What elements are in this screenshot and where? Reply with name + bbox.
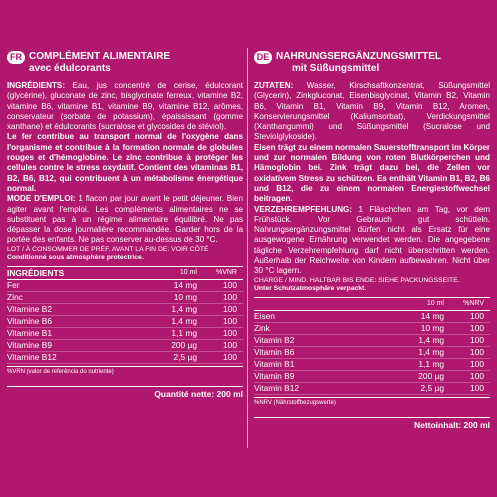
nutrition-table-fr xyxy=(7,266,243,399)
table-row: Vitamin B9 200 µg 100 xyxy=(254,371,490,383)
table-row: Vitamine B9 200 µg 100 xyxy=(7,340,243,352)
table-row: Vitamin B2 1,4 mg 100 xyxy=(254,335,490,347)
table-row: Vitamin B6 1,4 mg 100 xyxy=(254,347,490,359)
table-footnote: %NRV (Nährstoffbezugswerte) xyxy=(254,397,490,407)
header-percent: %VNR xyxy=(215,268,237,276)
table-row: Vitamine B2 1,4 mg 100 xyxy=(7,304,243,316)
table-row: Vitamin B1 1,1 mg 100 xyxy=(254,359,490,371)
table-header xyxy=(7,266,243,280)
product-title: COMPLÉMENT ALIMENTAIRE xyxy=(29,51,171,62)
language-badge-fr: FR xyxy=(7,51,25,64)
product-subtitle: avec édulcorants xyxy=(29,63,111,74)
french-body xyxy=(7,81,243,263)
table-row: Vitamine B12 2,5 µg 100 xyxy=(7,352,243,364)
table-row: Fer 14 mg 100 xyxy=(7,280,243,292)
usage-text: 1 Fläschchen am Tag, vor dem Frühstück. Vor Gebrauch gut schütteln. Nahrungsergänzungsmittel dürfen nicht als Ersatz für eine ausgewogene Ernährung verwendet werden. Die angegebene tägliche Verzehrempfehlung darf nicht überschritten werden. Außerhalb der Reichweite von Kindern aufbewahren. Nicht über 30 °C lagern. xyxy=(254,204,490,276)
column-divider xyxy=(247,48,248,448)
header-amount: 10 ml xyxy=(426,299,444,307)
header-amount: 10 ml xyxy=(179,268,197,276)
claims-paragraph xyxy=(254,143,490,205)
table-row: Zinc 10 mg 100 xyxy=(7,292,243,304)
table-row: Vitamin B12 2,5 µg 100 xyxy=(254,383,490,395)
ingredients-paragraph xyxy=(7,81,243,132)
product-title: NAHRUNGSERGÄNZUNGSMITTEL xyxy=(276,51,441,62)
product-subtitle: mit Süßungsmittel xyxy=(292,63,380,74)
ingredients-label: INGRÉDIENTS: xyxy=(7,81,66,90)
table-row: Zink 10 mg 100 xyxy=(254,323,490,335)
german-body xyxy=(254,81,490,294)
ingredients-label: ZUTATEN: xyxy=(254,81,294,90)
nutrition-table-de xyxy=(254,297,490,430)
claims-paragraph xyxy=(7,132,243,194)
table-header xyxy=(254,297,490,311)
usage-label: VERZEHREMPFEHLUNG: xyxy=(254,204,353,214)
german-column xyxy=(254,50,490,430)
header-name: INGRÉDIENTS xyxy=(7,267,65,278)
usage-label: MODE D'EMPLOI: xyxy=(7,194,76,204)
usage-paragraph xyxy=(7,194,243,245)
table-row: Eisen 14 mg 100 xyxy=(254,311,490,323)
german-header xyxy=(254,50,490,78)
table-footnote: %VRN (valor de referência do nutriente) xyxy=(7,366,243,376)
packaging-text: Unter Schutzatmosphäre verpackt. xyxy=(254,285,367,293)
ingredients-text: Wasser, Kirschsaftkonzentrat, Süßungsmittel (Glycerin), Zinkgluconat, Eisenbisglycinat, Vitamin B2, Vitamin B6, Vitamin B1, Vitamin B9, Vitamin B12, Aromen, Konservierungsmittel (Kaliumsorbat), Verdickungsmittel (Xanthangummi) und Süßungsmittel (Sucralose und Steviolglykoside). xyxy=(254,81,490,142)
french-header xyxy=(7,50,243,78)
usage-paragraph xyxy=(254,205,490,277)
table-row: Vitamine B1 1,1 mg 100 xyxy=(7,328,243,340)
packaging-text: Conditionné sous atmosphère protectrice. xyxy=(7,254,144,262)
lot-text: LOT / À CONSOMMER DE PRÉF. AVANT LA FIN DE: VOIR CÔTÉ xyxy=(7,245,209,253)
lot-text: CHARGE / MIND. HALTBAR BIS ENDE: SIEHE PACKUNGSSEITE. xyxy=(254,276,460,284)
language-badge-de: DE xyxy=(254,51,272,64)
ingredients-paragraph xyxy=(254,81,490,143)
usage-text: 1 flacon par jour avant le petit déjeuner. Bien agiter avant l'emploi. Les compléments alimentaires ne se substituent pas à un régime alimentaire équilibré. Ne pas dépasser la dose journalière recommandée. Garder hors de la portée des enfants. Ne pas conserver au-dessus de 30 °C. xyxy=(7,194,243,245)
ingredients-text: Eau, jus concentré de cerise, édulcorant (glycérine), gluconate de zinc, bisglycinate ferreux, vitamine B2, vitamine B6, vitamine B1, vitamine B9, vitamine B12, arômes, conservateur (sorbate de potassium), épaississant (gomme xanthane) et édulcorants (sucralose et glycosides de stéviol). xyxy=(7,81,243,132)
claims-text: Le fer contribue au transport normal de l'oxygène dans l'organisme et contribue à la formation normale de globules rouges et d'hémoglobine. Le zinc contribue à protéger les cellules contre le stress oxydatif. Contient des vitaminas B1, B2, B6, B12, qui contribuent à un métabolisme énergétique normal. xyxy=(7,132,243,193)
net-quantity: Quantité nette: 200 ml xyxy=(7,386,243,399)
claims-text: Eisen trägt zu einem normalen Sauerstofftransport im Körper und zur normalen Bildung von roten Blutkörperchen und Hämoglobin bei. Zink trägt dazu bei, die Zellen vor oxidativem Stress zu schützen. Es enthält Vitamin B1, B2, B6 und B12, die zu einem normalen Energiestoffwechsel beitragen. xyxy=(254,142,490,204)
header-percent: %NRV xyxy=(463,299,484,307)
french-column xyxy=(7,50,243,399)
net-quantity: Nettoinhalt: 200 ml xyxy=(254,417,490,430)
header-name xyxy=(254,298,399,310)
table-row: Vitamine B6 1,4 mg 100 xyxy=(7,316,243,328)
